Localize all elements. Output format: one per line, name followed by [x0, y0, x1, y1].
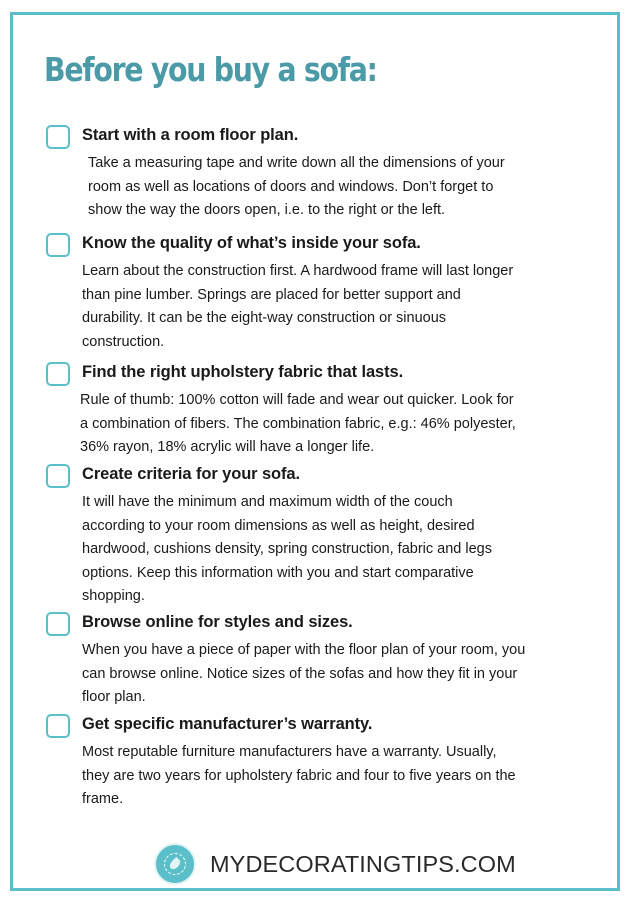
item-description — [82, 260, 602, 354]
description-line: hardwood, cushions density, spring construction, fabric and legs — [82, 541, 492, 557]
logo-icon — [154, 843, 196, 885]
item-description — [82, 741, 602, 812]
item-title: Find the right upholstery fabric that lasts. — [82, 363, 404, 381]
item-description — [80, 389, 600, 460]
checkbox[interactable] — [46, 714, 70, 738]
description-line: When you have a piece of paper with the floor plan of your room, you — [82, 642, 526, 658]
checkbox[interactable] — [46, 233, 70, 257]
page-title: Before you buy a sofa: — [44, 50, 377, 89]
description-line: Learn about the construction first. A hardwood frame will last longer — [82, 263, 514, 279]
description-line: Most reputable furniture manufacturers have a warranty. Usually, — [82, 744, 497, 760]
description-line: frame. — [82, 791, 124, 807]
description-line: durability. It can be the eight-way construction or sinuous — [82, 310, 447, 326]
checkbox[interactable] — [46, 362, 70, 386]
description-line: a combination of fibers. The combination fabric, e.g.: 46% polyester, — [80, 415, 516, 432]
item-title: Start with a room floor plan. — [82, 126, 299, 144]
item-title: Create criteria for your sofa. — [82, 465, 300, 483]
description-line: they are two years for upholstery fabric and four to five years on the — [82, 767, 516, 784]
item-title: Know the quality of what’s inside your sofa. — [82, 234, 421, 252]
item-description — [82, 639, 602, 710]
description-line: 36% rayon, 18% acrylic will have a longer life. — [80, 439, 375, 455]
description-line: show the way the doors open, i.e. to the right or the left. — [88, 202, 446, 218]
description-line: room as well as locations of doors and windows. Don’t forget to — [88, 178, 494, 195]
description-line: construction. — [82, 333, 165, 350]
description-line: than pine lumber. Springs are placed for better support and — [82, 286, 461, 303]
site-url[interactable]: MYDECORATINGTIPS.COM — [210, 851, 516, 877]
description-line: floor plan. — [82, 689, 146, 705]
checkbox[interactable] — [46, 612, 70, 636]
item-description — [88, 152, 608, 223]
description-line: Rule of thumb: 100% cotton will fade and wear out quicker. Look for — [80, 392, 514, 408]
checkbox[interactable] — [46, 464, 70, 488]
item-description — [82, 491, 602, 609]
description-line: It will have the minimum and maximum width of the couch — [82, 494, 453, 510]
checkbox[interactable] — [46, 125, 70, 149]
description-line: according to your room dimensions as well as height, desired — [82, 517, 475, 534]
description-line: can browse online. Notice sizes of the sofas and how they fit in your — [82, 665, 518, 682]
description-line: shopping. — [82, 588, 145, 604]
description-line: options. Keep this information with you and start comparative — [82, 564, 474, 581]
description-line: Take a measuring tape and write down all the dimensions of your — [88, 155, 505, 171]
item-title: Get specific manufacturer’s warranty. — [82, 715, 373, 733]
item-title: Browse online for styles and sizes. — [82, 613, 353, 631]
